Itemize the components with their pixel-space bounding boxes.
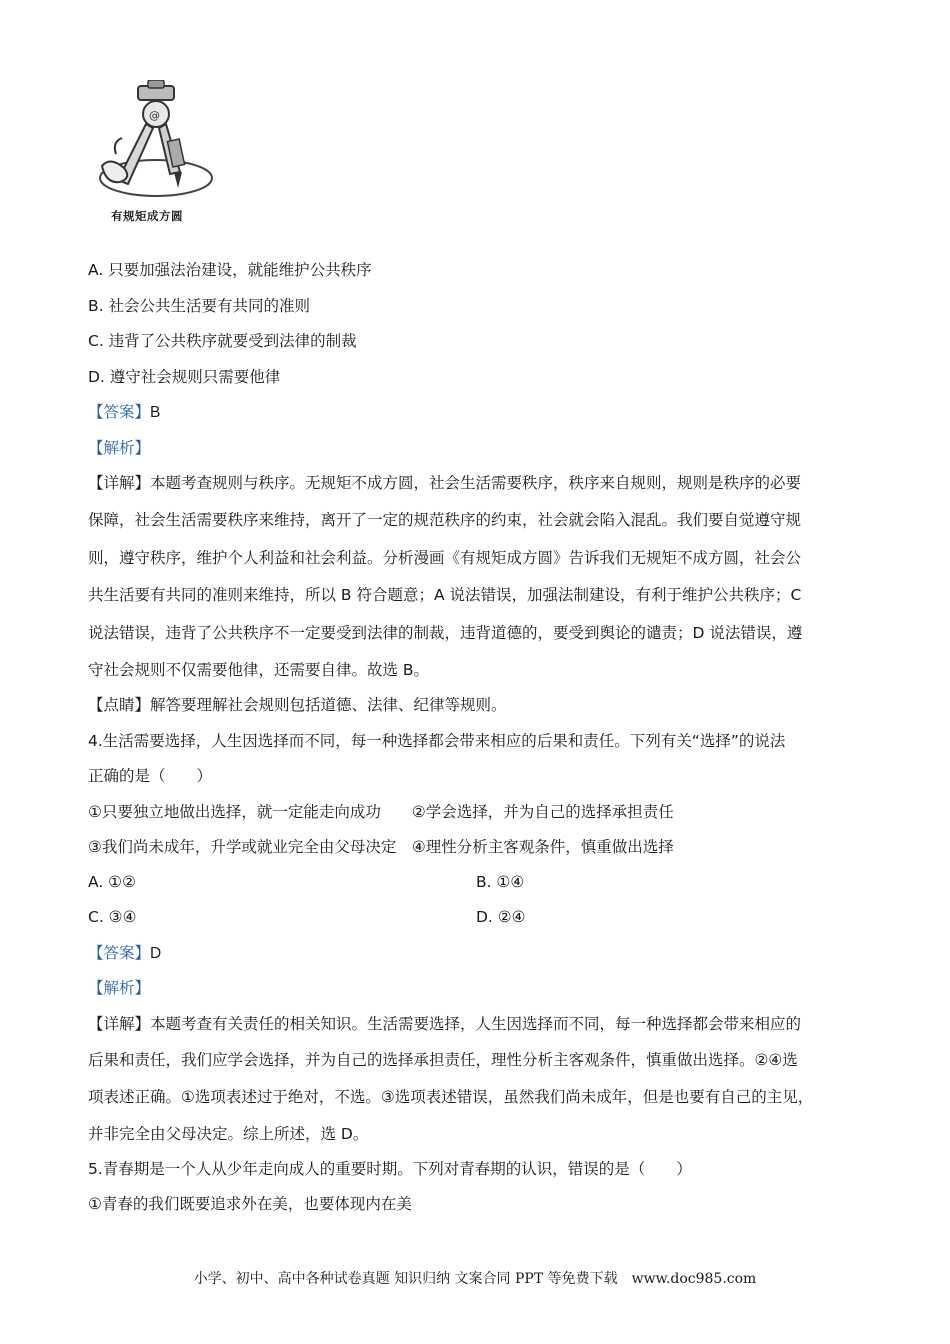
q4-detail-line-3: 项表述正确。①选项表述过于绝对，不选。③选项表述错误，虽然我们尚未成年，但是也要有自己的主见， [88, 1088, 814, 1106]
q3-option-b: B. 社会公共生活要有共同的准则 [88, 297, 310, 315]
q3-detail-line-4: 共生活要有共同的准则来维持，所以 B 符合题意；A 说法错误，加强法制建设，有利于维护公共秩序；C [88, 586, 802, 604]
answer-tag: 【答案】 [88, 944, 151, 962]
q4-option-b: B. ①④ [476, 873, 525, 891]
analysis-tag: 【解析】 [88, 439, 151, 457]
q3-detail-line-1: 【详解】本题考查规则与秩序。无规矩不成方圆，社会生活需要秩序，秩序来自规则，规则是秩序的必要 [88, 474, 802, 492]
q3-answer-line [88, 402, 160, 423]
q4-option-c: C. ③④ [88, 908, 137, 926]
q3-tip: 【点睛】解答要理解社会规则包括道德、法律、纪律等规则。 [88, 696, 507, 714]
q5-statement-1: ①青春的我们既要追求外在美，也要体现内在美 [88, 1195, 412, 1213]
q3-detail-line-5: 说法错误，违背了公共秩序不一定要受到法律的制裁，违背道德的，要受到舆论的谴责；D 说法错误，遵 [88, 624, 803, 642]
q4-stem-line-2: 正确的是（ ） [88, 767, 213, 785]
svg-text:@: @ [149, 109, 160, 122]
q4-statements-line-1: ①只要独立地做出选择，就一定能走向成功 ②学会选择，并为自己的选择承担责任 [88, 803, 674, 821]
q4-answer-line [88, 943, 161, 964]
answer-value: B [150, 404, 161, 421]
q3-option-a: A. 只要加强法治建设，就能维护公共秩序 [88, 261, 372, 279]
q4-statements-line-2: ③我们尚未成年，升学或就业完全由父母决定 ④理性分析主客观条件，慎重做出选择 [88, 838, 674, 856]
analysis-tag: 【解析】 [88, 979, 151, 997]
q3-option-d: D. 遵守社会规则只需要他律 [88, 368, 281, 386]
q4-detail-line-2: 后果和责任，我们应学会选择，并为自己的选择承担责任，理性分析主客观条件，慎重做出选择。②④选 [88, 1051, 798, 1069]
cartoon-caption: 有规矩成方圆 [111, 209, 183, 223]
q3-option-c: C. 违背了公共秩序就要受到法律的制裁 [88, 332, 357, 350]
q4-option-d: D. ②④ [476, 908, 526, 926]
q4-option-a: A. ①② [88, 873, 136, 891]
answer-value: D [150, 945, 162, 962]
q3-detail-line-2: 保障，社会生活需要秩序来维持，离开了一定的规范秩序的约束，社会就会陷入混乱。我们要自觉遵守规 [88, 511, 802, 529]
page-footer: 小学、初中、高中各种试卷真题 知识归纳 文案合同 PPT 等免费下载 www.doc985.com [193, 1271, 757, 1287]
answer-tag: 【答案】 [88, 403, 151, 421]
q4-stem-line-1: 4.生活需要选择，人生因选择而不同，每一种选择都会带来相应的后果和责任。下列有关“选择”的说法 [88, 732, 786, 750]
q4-detail-line-4: 并非完全由父母决定。综上所述，选 D。 [88, 1125, 369, 1143]
q3-detail-line-6: 守社会规则不仅需要他律，还需要自律。故选 B。 [88, 661, 430, 679]
q5-stem: 5.青春期是一个人从少年走向成人的重要时期。下列对青春期的认识，错误的是（ ） [88, 1160, 692, 1178]
q3-detail-line-3: 则，遵守秩序，维护个人利益和社会利益。分析漫画《有规矩成方圆》告诉我们无规矩不成方圆，社会公 [88, 549, 802, 567]
q4-detail-line-1: 【详解】本题考查有关责任的相关知识。生活需要选择，人生因选择而不同，每一种选择都会带来相应的 [88, 1015, 802, 1033]
